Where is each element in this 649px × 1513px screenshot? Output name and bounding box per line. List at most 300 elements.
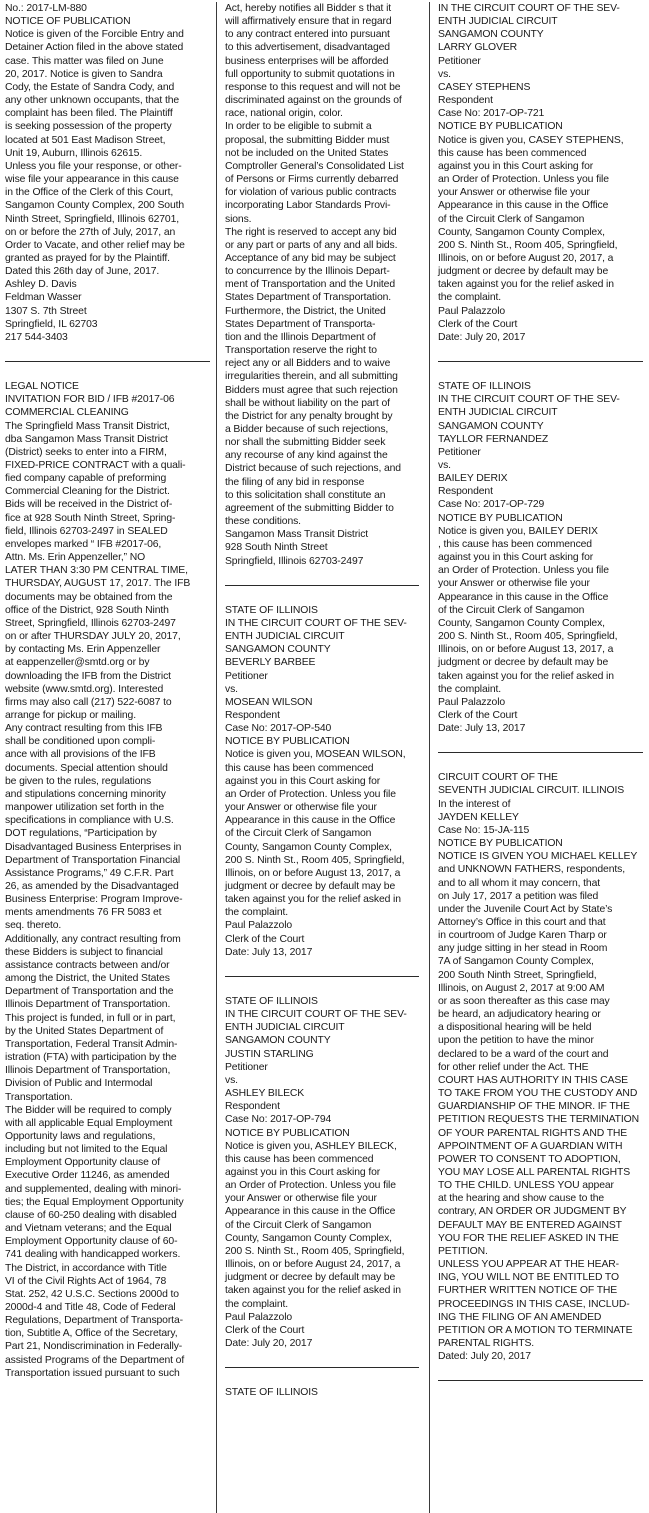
notice-divider (438, 1380, 643, 1381)
notice-text-line: irregularities therein, and all submitting (225, 371, 398, 383)
notice-text-line: 7A of Sangamon County Complex, (438, 956, 594, 968)
notice-text-line: at eappenzeller@smtd.org or by (5, 657, 150, 669)
notice-text-line: MOSEAN WILSON (225, 696, 313, 708)
column-2 (216, 2, 429, 1513)
notice-text-line: granted as prayed for by the Plaintiff. (5, 252, 170, 264)
notice-text-line: 2000d-4 and Title 48, Code of Federal (5, 1302, 176, 1313)
notice-text-line: ING THE FILING OF AN AMENDED (438, 1311, 602, 1323)
notice-text-line: your Answer or otherwise file your (438, 187, 590, 199)
notice-text-line: NOTICE BY PUBLICATION (225, 736, 350, 748)
notice-text-line: of the Circuit Clerk of Sangamon (225, 828, 372, 840)
notice-text-line: in courtroom of Judge Karen Tharp or (438, 930, 607, 942)
notice-text-line: SANGAMON COUNTY (438, 420, 544, 432)
notice-text-line: ENTH JUDICIAL CIRCUIT (225, 631, 345, 643)
legal-notice (438, 2, 643, 344)
notice-text-line: against you in this Court asking for (438, 160, 594, 172)
notice-text-line: at the hearing and show cause to the (438, 1193, 605, 1205)
notice-text-line: Dated this 26th day of June, 2017. (5, 266, 160, 278)
notice-text-line: 26, as amended by the Disadvantaged (5, 881, 179, 892)
notice-text-line: County, Sangamon County Complex, (225, 841, 392, 853)
notice-text-line: Illinois, on or before August 13, 2017, a (438, 644, 614, 656)
notice-text-line: with all applicable Equal Employment (5, 1117, 173, 1129)
notice-text-line: taken against you for the relief asked in (225, 1285, 401, 1297)
notice-text-line: IN THE CIRCUIT COURT OF THE SEV- (225, 1009, 407, 1021)
notice-text-line: on or before the 27th of July, 2017, an (5, 226, 176, 238)
notice-text-line: , this cause has been commenced (438, 538, 592, 550)
notice-text-line: Case No: 15-JA-115 (438, 824, 530, 836)
notice-text-line: STATE OF ILLINOIS (438, 381, 531, 393)
notice-text-line: assisted Programs of the Department of (5, 1354, 185, 1366)
notice-text-line: Appearance in this cause in the Office (438, 200, 609, 212)
legal-notice (225, 995, 419, 1350)
notice-text-line: Notice is given you, BAILEY DERIX (438, 525, 598, 537)
notice-text-line: against you in this Court asking for (438, 552, 594, 564)
notice-text-line: an Order of Protection. Unless you file (438, 174, 609, 186)
notice-text-line: any other unknown occupants, that the (5, 95, 180, 107)
notice-text-line: judgment or decree by default may be (225, 881, 396, 892)
notice-text-line: NOTICE IS GIVEN YOU MICHAEL KELLEY (438, 851, 638, 863)
notice-text-line: Date: July 20, 2017 (438, 331, 526, 343)
legal-notice (225, 1386, 419, 1399)
notice-text-line: upon the petition to have the minor (438, 1035, 594, 1047)
notice-text-line: ties; the Equal Employment Opportunity (5, 1196, 184, 1208)
notice-text-line: ance with all provisions of the IFB (5, 749, 156, 761)
notice-text-line: incorporating Labor Standards Provi- (225, 200, 391, 212)
notice-text-line: County, Sangamon County Complex, (438, 617, 605, 629)
notice-text-line: Illinois Department of Transportation. (5, 999, 171, 1011)
notice-text-line: PARENTAL RIGHTS. (438, 1338, 535, 1349)
notice-text-line: The Springfield Mass Transit District, (5, 420, 170, 432)
notice-text-line: Act, hereby notifies all Bidder s that it (225, 3, 392, 14)
notice-text-line: COURT HAS AUTHORITY IN THIS CASE (438, 1074, 628, 1086)
notice-text-line: Business Enterprise: Program Improve- (5, 894, 183, 906)
notice-text-line: APPOINTMENT OF A GUARDIAN WITH (438, 1140, 623, 1152)
notice-text-line: tion and the Illinois Department of (225, 331, 376, 343)
legal-notice (5, 2, 208, 344)
notice-text-line: taken against you for the relief asked in (438, 670, 614, 682)
notice-text-line: The Bidder will be required to comply (5, 1104, 172, 1116)
notice-text-line: reject any or all Bidders and to waive (225, 358, 391, 370)
notice-text-line: and UNKNOWN FATHERS, respondents, (438, 864, 625, 876)
notice-text-line: Notice is given you, MOSEAN WILSON, (225, 749, 406, 761)
notice-text-line: JAYDEN KELLEY (438, 811, 519, 823)
notice-text-line: Date: July 13, 2017 (225, 946, 313, 958)
notice-text-line: Paul Palazzolo (225, 920, 293, 932)
notice-text-line: The District, in accordance with Title (5, 1262, 167, 1274)
notice-text-line: YOU MAY LOSE ALL PARENTAL RIGHTS (438, 1166, 631, 1178)
notice-divider (5, 361, 210, 362)
notice-text-line: case. This matter was filed on June (5, 55, 164, 67)
notice-divider (225, 1367, 419, 1368)
notice-text-line: Commercial Cleaning for the District. (5, 486, 170, 498)
notice-text-line: 1307 S. 7th Street (5, 305, 87, 317)
notice-text-line: ENTH JUDICIAL CIRCUIT (438, 16, 558, 28)
notice-text-line: Detainer Action filed in the above stated (5, 42, 184, 54)
notice-text-line: Notice is given of the Forcible Entry and (5, 29, 184, 41)
notice-text-line: and Vietnam veterans; and the Equal (5, 1223, 172, 1235)
notice-text-line: judgment or decree by default may be (225, 1272, 396, 1284)
notice-text-line: VI of the Civil Rights Act of 1964, 78 (5, 1275, 167, 1287)
notice-text-line: race, national origin, color. (225, 108, 343, 120)
notice-text-line: Petitioner (438, 55, 481, 67)
notice-text-line: NOTICE BY PUBLICATION (438, 838, 563, 850)
notice-text-line: Unit 19, Auburn, Illinois 62615. (5, 147, 143, 159)
notice-text-line: Furthermore, the District, the United (225, 305, 386, 317)
notice-text-line: Illinois Department of Transportation, (5, 1065, 171, 1077)
notice-text-line: among the District, the United States (5, 973, 170, 985)
notice-text-line: Order to Vacate, and other relief may be (5, 239, 185, 251)
notice-text-line: Department of Transportation Financial (5, 854, 181, 866)
notice-text-line: fice at 928 South Ninth Street, Spring- (5, 512, 176, 524)
notice-text-line: Case No: 2017-OP-729 (438, 499, 545, 511)
notice-text-line: IN THE CIRCUIT COURT OF THE SEV- (438, 394, 620, 406)
notice-text-line: arrange for pickup or mailing. (5, 709, 136, 721)
notice-text-line: IN THE CIRCUIT COURT OF THE SEV- (438, 3, 620, 14)
notice-text-line: be given to the rules, regulations (5, 775, 152, 787)
notice-text-line: PETITION. (438, 1245, 488, 1257)
notice-text-line: the complaint. (438, 683, 502, 695)
notice-text-line: of the Circuit Clerk of Sangamon (225, 1219, 372, 1231)
notice-text-line: Paul Palazzolo (438, 305, 506, 317)
notice-text-line: not be included on the United States (225, 147, 389, 159)
notice-text-line: office of the District, 928 South Ninth (5, 604, 169, 616)
notice-text-line: States Department of Transporta- (225, 318, 376, 330)
notice-text-line: field, Illinois 62703-2497 in SEALED (5, 525, 168, 537)
notice-text-line: 200 S. Ninth St., Room 405, Springfield, (438, 239, 618, 251)
notice-text-line: declared to be a ward of the court and (438, 1048, 609, 1060)
notice-divider (225, 585, 419, 586)
notice-text-line: Date: July 20, 2017 (225, 1338, 313, 1349)
notice-text-line: NOTICE OF PUBLICATION (5, 16, 131, 28)
notice-text-line: LATER THAN 3:30 PM CENTRAL TIME, (5, 565, 188, 577)
notice-text-line: shall be conditioned upon compli- (5, 736, 156, 748)
notice-text-line: ENTH JUDICIAL CIRCUIT (225, 1022, 345, 1034)
notice-text-line: or any part or parts of any and all bids. (225, 239, 398, 251)
notice-text-line: Notice is given you, CASEY STEPHENS, (438, 134, 624, 146)
notice-text-line: Respondent (225, 709, 280, 721)
notice-text-line: the District for any penalty brought by (225, 410, 393, 422)
notice-text-line: discriminated against on the grounds of (225, 95, 402, 107)
notice-text-line: Executive Order 11246, as amended (5, 1170, 170, 1182)
notice-text-line: a Bidder because of such rejections, (225, 424, 389, 435)
notice-text-line: OF YOUR PARENTAL RIGHTS AND THE (438, 1127, 628, 1139)
notice-text-line: your Answer or otherwise file your (438, 578, 590, 590)
notice-text-line: STATE OF ILLINOIS (225, 1387, 318, 1399)
notice-text-line: In the interest of (438, 798, 511, 810)
notice-text-line: Springfield, IL 62703 (5, 318, 98, 330)
notice-text-line: istration (FTA) with participation by the (5, 1052, 177, 1064)
notice-text-line: Case No: 2017-OP-794 (225, 1114, 332, 1126)
notice-text-line: LARRY GLOVER (438, 42, 518, 54)
notice-text-line: to concurrence by the Illinois Depart- (225, 266, 390, 278)
notice-text-line: LEGAL NOTICE (5, 381, 79, 393)
notice-text-line: Case No: 2017-OP-540 (225, 723, 332, 735)
notice-text-line: PETITION OR A MOTION TO TERMINATE (438, 1324, 633, 1336)
notice-text-line: 20, 2017. Notice is given to Sandra (5, 68, 163, 80)
notice-text-line: Appearance in this cause in the Office (225, 815, 396, 827)
notice-text-line: 200 S. Ninth St., Room 405, Springfield, (438, 631, 618, 643)
notice-text-line: these Bidders is subject to financial (5, 946, 163, 958)
notice-text-line: contrary, AN ORDER OR JUDGMENT BY (438, 1206, 627, 1218)
notice-text-line: Petitioner (225, 670, 268, 682)
notice-text-line: Paul Palazzolo (225, 1311, 293, 1323)
notice-divider (438, 752, 643, 753)
notice-text-line: to this advertisement, disadvantaged (225, 42, 390, 54)
notice-text-line: Part 21, Nondiscrimination in Federally- (5, 1341, 183, 1353)
notice-text-line: taken against you for the relief asked in (225, 894, 401, 906)
notice-text-line: District because of such rejections, and (225, 463, 401, 475)
notice-text-line: an Order of Protection. Unless you file (225, 1180, 396, 1192)
notice-text-line: Any contract resulting from this IFB (5, 723, 163, 735)
notice-text-line: manpower utilization set forth in the (5, 802, 165, 814)
notice-text-line: (District) seeks to enter into a FIRM, (5, 446, 167, 458)
notice-text-line: Transportation issued pursuant to such (5, 1367, 180, 1379)
notice-text-line: full opportunity to submit quotations in (225, 68, 395, 80)
notice-text-line: County, Sangamon County Complex, (438, 226, 605, 238)
notice-text-line: Department of Transportation and the (5, 986, 174, 998)
notice-text-line: Opportunity laws and regulations, (5, 1130, 156, 1142)
notice-text-line: judgment or decree by default may be (438, 266, 609, 278)
notice-text-line: nor shall the submitting Bidder seek (225, 437, 386, 449)
notice-text-line: these conditions. (225, 516, 301, 528)
notice-text-line: PETITION REQUESTS THE TERMINATION (438, 1114, 639, 1126)
notice-text-line: a dispositional hearing will be held (438, 1022, 592, 1034)
notice-text-line: any judge sitting in her stead in Room (438, 943, 608, 955)
notice-text-line: STATE OF ILLINOIS (225, 604, 318, 616)
notice-text-line: seq. thereto. (5, 920, 62, 932)
notice-text-line: Attorney’s Office in this court and that (438, 917, 606, 928)
notice-text-line: 741 dealing with handicapped workers. (5, 1249, 181, 1261)
notice-text-line: assistance contracts between and/or (5, 959, 170, 971)
notice-text-line: to any contract entered into pursuant (225, 29, 390, 41)
notice-divider (225, 976, 419, 977)
notice-text-line: 928 South Ninth Street (225, 542, 328, 554)
notice-text-line: ment of Transportation and the United (225, 279, 395, 291)
notice-text-line: by contacting Ms. Erin Appenzeller (5, 644, 161, 656)
notice-text-line: of Persons or Firms currently debarred (225, 174, 399, 186)
notice-text-line: Ninth Street, Springfield, Illinois 62701, (5, 213, 180, 225)
notice-text-line: including but not limited to the Equal (5, 1144, 168, 1156)
notice-text-line: ENTH JUDICIAL CIRCUIT (438, 407, 558, 419)
notice-text-line: on or after THURSDAY JULY 20, 2017, (5, 631, 181, 643)
notice-text-line: Case No: 2017-OP-721 (438, 108, 545, 120)
notice-divider (438, 361, 643, 362)
notice-text-line: any recourse of any kind against the (225, 450, 388, 462)
notice-text-line: BAILEY DERIX (438, 473, 508, 485)
notice-text-line: to this solicitation shall constitute an (225, 489, 386, 501)
notice-text-line: NOTICE BY PUBLICATION (438, 121, 563, 133)
notice-text-line: In order to be eligible to submit a (225, 121, 372, 133)
notice-text-line: the complaint. (225, 907, 289, 919)
notice-text-line: vs. (438, 68, 451, 80)
notice-text-line: fied company capable of preforming (5, 473, 167, 485)
notice-text-line: an Order of Protection. Unless you file (438, 565, 609, 577)
notice-text-line: complaint has been filed. The Plaintiff (5, 108, 173, 120)
notice-text-line: under the Juvenile Court Act by State’s (438, 903, 613, 915)
legal-notice (438, 380, 643, 735)
notice-text-line: of the Circuit Clerk of Sangamon (438, 604, 585, 616)
notice-text-line: FURTHER WRITTEN NOTICE OF THE (438, 1285, 618, 1297)
notice-text-line: Respondent (438, 95, 493, 107)
notice-text-line: Comptroller General’s Consolidated List (225, 160, 404, 172)
notice-text-line: against you in this Court asking for (225, 1166, 381, 1178)
notice-text-line: is seeking possession of the property (5, 121, 172, 133)
notice-text-line: TO THE CHILD. UNLESS YOU appear (438, 1180, 614, 1192)
notice-text-line: STATE OF ILLINOIS (225, 995, 318, 1007)
notice-text-line: on July 17, 2017 a petition was filed (438, 890, 599, 902)
notice-text-line: and supplemented, dealing with minori- (5, 1183, 182, 1195)
notice-text-line: vs. (225, 1074, 238, 1086)
notice-text-line: Petitioner (225, 1061, 268, 1073)
notice-text-line: 217 544-3403 (5, 331, 68, 343)
notice-text-line: in the Office of the Clerk of this Court, (5, 187, 174, 199)
column-1 (5, 2, 216, 1513)
notice-text-line: Assistance Programs,” 49 C.F.R. Part (5, 867, 174, 879)
notice-text-line: SANGAMON COUNTY (438, 29, 544, 41)
notice-text-line: CIRCUIT COURT OF THE (438, 772, 558, 784)
notice-text-line: will affirmatively ensure that in regard (225, 16, 392, 28)
notice-text-line: this cause has been commenced (225, 762, 374, 774)
notice-text-line: Employment Opportunity clause of (5, 1157, 160, 1169)
notice-text-line: Division of Public and Intermodal (5, 1078, 153, 1090)
notice-text-line: dba Sangamon Mass Transit District (5, 433, 168, 445)
notice-text-line: ASHLEY BILECK (225, 1088, 305, 1100)
notice-text-line: ING, YOU WILL NOT BE ENTITLED TO (438, 1272, 619, 1284)
notice-text-line: SEVENTH JUDICIAL CIRCUIT. ILLINOIS (438, 785, 625, 797)
notice-text-line: Clerk of the Court (438, 709, 518, 721)
notice-text-line: for other relief under the Act. THE (438, 1061, 589, 1073)
notice-text-line: Stat. 252, 42 U.S.C. Sections 2000d to (5, 1288, 179, 1300)
notice-text-line: business enterprises will be afforded (225, 55, 389, 67)
notice-text-line: wise file your appearance in this cause (5, 174, 179, 186)
notice-text-line: YOU FOR THE RELIEF ASKED IN THE (438, 1232, 619, 1244)
notice-text-line: documents. Special attention should (5, 762, 168, 774)
notice-text-line: sions. (225, 213, 252, 225)
notice-text-line: Ashley D. Davis (5, 279, 77, 291)
notice-text-line: TO TAKE FROM YOU THE CUSTODY AND (438, 1088, 638, 1100)
notice-text-line: Attn. Ms. Erin Appenzeller,” NO (5, 552, 146, 564)
notice-text-line: Bidders must agree that such rejection (225, 384, 398, 396)
notice-text-line: THURSDAY, AUGUST 17, 2017. The IFB (5, 578, 191, 590)
notice-text-line: Illinois, on or before August 20, 2017, a (438, 252, 614, 264)
legal-notice (225, 2, 419, 568)
legal-notice (438, 771, 643, 1363)
notice-text-line: Clerk of the Court (225, 1324, 305, 1336)
notice-text-line: 200 South Ninth Street, Springfield, (438, 969, 597, 981)
notice-text-line: Feldman Wasser (5, 292, 82, 304)
notice-text-line: vs. (438, 460, 451, 471)
notice-text-line: by the United States Department of (5, 1025, 164, 1037)
notice-text-line: Sangamon County Complex, 200 South (5, 200, 185, 212)
notice-text-line: shall be without liability on the part of (225, 397, 390, 409)
notice-text-line: DEFAULT MAY BE ENTERED AGAINST (438, 1219, 622, 1231)
legal-notice (5, 380, 208, 1380)
notice-text-line: Disadvantaged Business Enterprises in (5, 841, 182, 853)
notice-text-line: Street, Springfield, Illinois 62703-2497 (5, 617, 176, 629)
notice-text-line: or as soon thereafter as this case may (438, 995, 610, 1007)
notice-text-line: and stipulations concerning minority (5, 788, 166, 800)
notice-text-line: COMMERCIAL CLEANING (5, 407, 129, 419)
notice-text-line: located at 501 East Madison Street, (5, 134, 166, 146)
notice-text-line: Date: July 13, 2017 (438, 723, 526, 735)
notice-text-line: an Order of Protection. Unless you file (225, 788, 396, 800)
notice-text-line: of the Circuit Clerk of Sangamon (438, 213, 585, 225)
notice-text-line: Clerk of the Court (438, 318, 518, 330)
notice-text-line: Cody, the Estate of Sandra Cody, and (5, 81, 175, 93)
notice-text-line: Unless you file your response, or other- (5, 160, 182, 172)
notice-text-line: NOTICE BY PUBLICATION (225, 1127, 350, 1139)
notice-text-line: judgment or decree by default may be (438, 657, 609, 669)
notice-text-line: documents may be obtained from the (5, 591, 173, 603)
notice-text-line: JUSTIN STARLING (225, 1048, 314, 1060)
notice-text-line: Transportation, Federal Transit Admin- (5, 1038, 178, 1050)
notice-text-line: Paul Palazzolo (438, 696, 506, 708)
notice-text-line: NOTICE BY PUBLICATION (438, 512, 563, 524)
notice-text-line: tion, Subtitle A, Office of the Secretary, (5, 1328, 178, 1340)
notice-text-line: Regulations, Department of Transporta- (5, 1315, 183, 1327)
notice-text-line: The right is reserved to accept any bid (225, 226, 397, 238)
notice-text-line: Acceptance of any bid may be subject (225, 252, 396, 264)
legal-notice (225, 604, 419, 959)
notice-text-line: No.: 2017-LM-880 (5, 3, 87, 14)
notice-text-line: Illinois, on or before August 24, 2017, a (225, 1259, 401, 1271)
notice-text-line: Additionally, any contract resulting from (5, 933, 181, 945)
notice-text-line: for violation of various public contracts (225, 187, 397, 199)
notice-text-line: POWER TO CONSENT TO ADOPTION, (438, 1153, 621, 1165)
notice-text-line: CASEY STEPHENS (438, 81, 531, 93)
notice-text-line: SANGAMON COUNTY (225, 644, 331, 656)
notice-text-line: and to all whom it may concern, that (438, 877, 601, 889)
notice-text-line: DOT regulations, “Participation by (5, 828, 157, 840)
notice-text-line: this cause has been commenced (225, 1153, 374, 1165)
notice-text-line: 200 S. Ninth St., Room 405, Springfield, (225, 1245, 405, 1257)
notice-text-line: Transportation. (5, 1091, 73, 1103)
notice-text-line: Notice is given you, ASHLEY BILECK, (225, 1140, 397, 1152)
notice-text-line: the complaint. (438, 292, 502, 304)
notice-text-line: the complaint. (225, 1298, 289, 1310)
notice-text-line: clause of 60-250 dealing with disabled (5, 1209, 177, 1221)
notice-text-line: this cause has been commenced (438, 147, 587, 159)
notice-text-line: response to this request and will not be (225, 81, 401, 93)
notice-text-line: be heard, an adjudicatory hearing or (438, 1009, 601, 1021)
notice-text-line: 200 S. Ninth St., Room 405, Springfield, (225, 854, 405, 866)
notice-text-line: ments amendments 76 FR 5083 et (5, 907, 162, 919)
notice-text-line: against you in this Court asking for (225, 775, 381, 787)
notice-text-line: vs. (225, 683, 238, 695)
notice-text-line: Illinois, on August 2, 2017 at 9:00 AM (438, 982, 605, 994)
notice-text-line: States Department of Transportation. (225, 292, 392, 304)
notice-text-line: specifications in compliance with U.S. (5, 815, 174, 827)
notice-text-line: SANGAMON COUNTY (225, 1035, 331, 1047)
notice-text-line: Respondent (438, 486, 493, 498)
notice-text-line: FIXED-PRICE CONTRACT with a quali- (5, 460, 186, 471)
notice-text-line: Respondent (225, 1101, 280, 1113)
notice-text-line: Appearance in this cause in the Office (438, 591, 609, 603)
notice-text-line: Employment Opportunity clause of 60- (5, 1236, 178, 1248)
notice-text-line: Transportation reserve the right to (225, 345, 377, 357)
notice-text-line: Illinois, on or before August 13, 2017, a (225, 867, 401, 879)
notice-text-line: Clerk of the Court (225, 933, 305, 945)
notice-text-line: This project is funded, in full or in part, (5, 1012, 176, 1024)
notice-text-line: proposal, the submitting Bidder must (225, 134, 390, 146)
notice-text-line: IN THE CIRCUIT COURT OF THE SEV- (225, 617, 407, 629)
notice-text-line: INVITATION FOR BID / IFB #2017-06 (5, 394, 175, 406)
notice-text-line: website (www.smtd.org). Interested (5, 683, 164, 695)
notice-text-line: GUARDIANSHIP OF THE MINOR. IF THE (438, 1101, 630, 1113)
notice-text-line: County, Sangamon County Complex, (225, 1232, 392, 1244)
notice-text-line: UNLESS YOU APPEAR AT THE HEAR- (438, 1259, 619, 1271)
notice-text-line: TAYLLOR FERNANDEZ (438, 433, 549, 445)
